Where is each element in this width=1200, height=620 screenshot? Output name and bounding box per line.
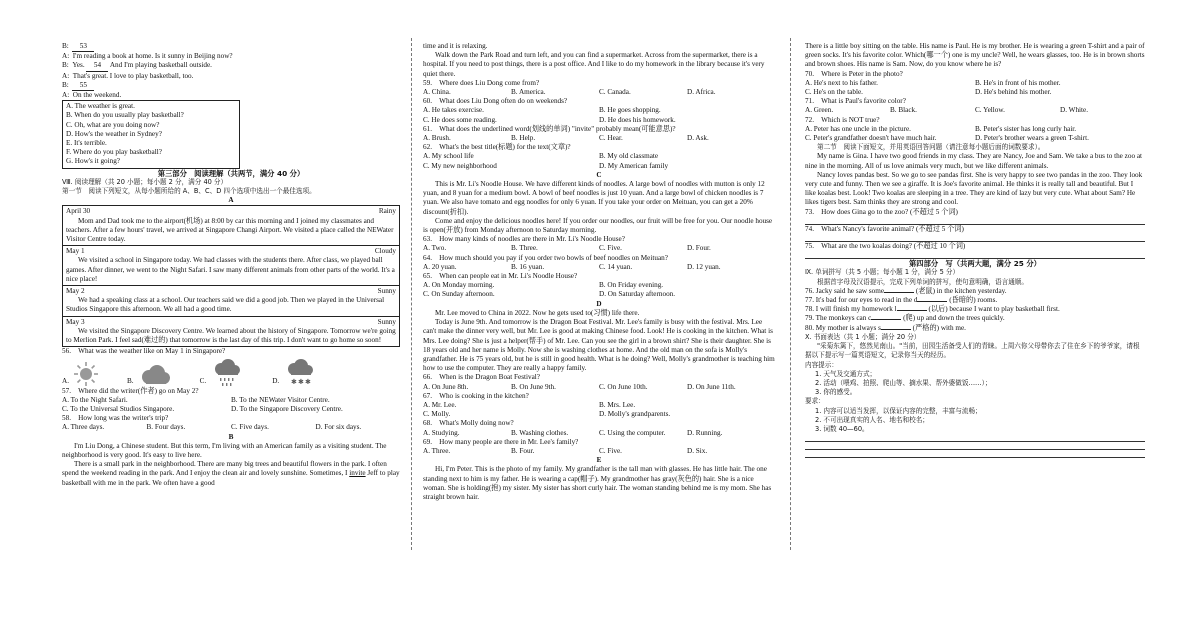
- snowy-icon: [283, 359, 317, 387]
- passage-b-para: Walk down the Park Road and turn left, and you can find a supermarket. Across from the supermarket, there is a hospital. If you need to post things, there is a post office. And I like to do my homework in the library because it's very quiet there.: [423, 51, 765, 78]
- passage-letter-e: E: [596, 456, 602, 465]
- question-74: 74. What's Nancy's favorite animal? (不超过 5 个词): [805, 224, 964, 233]
- column-left: [62, 42, 400, 620]
- dialog-line: A: On the weekend.: [62, 91, 122, 100]
- svg-text:✱: ✱: [298, 377, 305, 386]
- spelling-item: 77. It's bad for our eyes to read in the d (昏暗的) rooms.: [805, 296, 998, 305]
- passage-f-para: My name is Gina. I have two good friends in my class. They are Nancy, Joe and Sam. We take a bus to the zoo at nine in the morning. All of us love animals very much, but we like different animals.: [805, 152, 1143, 170]
- q57-options: A. To the Night Safari. B. To the NEWater Visitor Centre.: [62, 395, 330, 404]
- question-66: 66. When is the Dragon Boat Festival?: [423, 373, 540, 382]
- diary-weather: Cloudy: [374, 247, 396, 256]
- question-64: 64. How much should you pay if you order two bowls of beef noodles on Meituan?: [423, 253, 668, 262]
- diary-text: We visited a school in Singapore today. We had classes with the students there. After class, we played ball games. After dinner, we went to the Night Safari. I saw many different animals from other parts of the world. It's a nice place!: [66, 256, 395, 283]
- option: C. Oh, what are you doing now?: [66, 120, 160, 129]
- answer-line[interactable]: [805, 217, 1145, 225]
- q69-options: A. Three. B. Four. C. Five. D. Six.: [423, 446, 708, 455]
- passage-letter-c: C: [596, 170, 602, 179]
- part3-section1: 第一节 阅读下列短文，从每小题所给的 A、B、C、D 四个选项中选出一个最佳选项。: [62, 187, 316, 196]
- q65-options: C. On Sunday afternoon. D. On Saturday afternoon.: [423, 290, 676, 299]
- column-divider: [411, 38, 412, 550]
- diary-text: Mom and Dad took me to the airport(机场) at 8:00 by car this morning and I joined my classmates and teachers. After a few hours' travel, we arrived at Singapore Changi Airport. We visited a place called the NEWater Visitor Centre today.: [66, 216, 394, 244]
- ix-title: Ⅸ. 单词拼写（共 5 小题；每小题 1 分，满分 5 分）: [805, 268, 960, 277]
- question-59: 59. Where does Liu Dong come from?: [423, 78, 540, 87]
- cloudy-icon: [138, 363, 172, 387]
- sunny-icon: [73, 361, 99, 387]
- diary-text: We visited the Singapore Discovery Centre. We learned about the history of Singapore. Tomorrow we're going to Merlion Park. I feel sad(难过的) that tomorrow is the last day of this trip. I don't want to go home so soon!: [66, 326, 396, 345]
- question-73: 73. How does Gina go to the zoo? (不超过 5 个词): [805, 207, 958, 216]
- question-57: 57. Where did the writer(作者) go on May 2?: [62, 386, 199, 395]
- question-67: 67. Who is cooking in the kitchen?: [423, 391, 529, 400]
- weather-option-d: D. ✱ ✱ ✱: [272, 359, 317, 387]
- passage-f-para: Nancy loves pandas best. So we go to see pandas first. She is very happy to see two pandas in the zoo. They look very cute and funny. Then we see a giraffe. It is Joe's favorite animal. He thinks it is really tall and beautiful. But I like koalas best. Look! Two koalas are sleeping in a tree. They are kind of lazy but very cute. What about Sam? He likes tigers best. Sam thinks they are strong and cool.: [805, 170, 1143, 207]
- passage-c-para: This is Mr. Li's Noodle House. We have different kinds of noodles. A large bowl of noodles with mutton is only 12 yuan, and 8 yuan for a medium bowl. A bowl of beef noodles is just 10 yuan. And a large bowl of chicken noodles is 7 yuan. We also have tomato and egg noodles for only 6 yuan. If you take your order on Meituan, you can get a 20% discount(折扣).: [423, 180, 765, 216]
- diary-entry: [63, 245, 399, 285]
- q67-options: A. Mr. Lee. B. Mrs. Lee.: [423, 400, 636, 409]
- column-middle: [423, 42, 775, 620]
- weather-option-a: A.: [62, 361, 99, 387]
- q65-options: A. On Monday morning. B. On Friday evening.: [423, 281, 664, 290]
- x-req-title: 要求：: [805, 397, 825, 406]
- question-72: 72. Which is NOT true?: [805, 115, 880, 124]
- diary-date: May 2: [66, 287, 85, 296]
- blank-55: 55: [72, 81, 94, 91]
- writing-line[interactable]: [805, 450, 1145, 458]
- answer-line[interactable]: [805, 251, 1145, 259]
- q63-options: A. Two. B. Three. C. Five. D. Four.: [423, 244, 711, 253]
- diary-date: May 1: [66, 247, 85, 256]
- dialog-line: B: 55: [62, 81, 400, 91]
- column-divider: [790, 38, 791, 550]
- x-tip: 3. 你的感受。: [815, 388, 857, 397]
- spelling-item: 80. My mother is always s (严格的) with me.: [805, 323, 966, 332]
- question-60: 60. What does Liu Dong often do on weekends?: [423, 97, 568, 106]
- x-req: 2. 不可出现真实的人名、地名和校名；: [815, 415, 929, 424]
- spelling-item: 79. The monkeys can c (爬) up and down the trees quickly.: [805, 314, 1005, 323]
- ix-subtitle: 根据首字母及汉语提示，完成下列单词的拼写，使句意明确，语言通顺。: [817, 277, 1028, 286]
- passage-e-para: Hi, I'm Peter. This is the photo of my family. My grandfather is the tall man with glasses. He has little hair. The one standing next to him is my father. He is wearing a cap(帽子). My grandmother has gray(灰色的) hair. She is a nice woman. She is holding(抱) my sister. My sister has short curly hair. The woman standing behind me is my mom. She has straight brown hair.: [423, 465, 772, 501]
- diary-entry: [63, 206, 399, 245]
- weather-option-c: C.: [200, 359, 245, 387]
- q68-options: A. Studying. B. Washing clothes. C. Using the computer. D. Running.: [423, 428, 723, 437]
- dialog-line: A: That's great. I love to play basketball, too.: [62, 71, 194, 80]
- x-title: Ⅹ. 书面表达（共 1 小题；满分 20 分）: [805, 332, 921, 341]
- blank-53: 53: [72, 42, 94, 52]
- q60-options: A. He takes exercise. B. He goes shopping.: [423, 106, 661, 115]
- diary-entry: [63, 285, 399, 316]
- weather-options: [62, 357, 400, 387]
- spelling-blank[interactable]: [897, 310, 927, 311]
- q59-options: A. China. B. America. C. Canada. D. Africa.: [423, 88, 716, 97]
- passage-b-cont: time and it is relaxing.: [423, 42, 488, 50]
- passage-e-para: There is a little boy sitting on the table. His name is Paul. He is my brother. He is wearing a green T-shirt and a pair of green socks. It's his favorite color. Which(哪一个) one is my uncle? Well, he wears glasses, too. He is in brown shorts and brown shoes. His name is Sam. Now, do you know where he is?: [805, 42, 1145, 69]
- weather-option-b: B.: [127, 363, 172, 387]
- diary-date: April 30: [66, 207, 91, 216]
- diary-text: We had a speaking class at a school. Our teachers said we did a good job. Then we played in the Universal Studios Singapore this afternoon. We all had a good time.: [66, 296, 385, 314]
- diary-weather: Sunny: [377, 287, 396, 296]
- q62-options: C. My new neighborhood D. My American family: [423, 161, 669, 170]
- question-71: 71. What is Paul's favorite color?: [805, 97, 906, 106]
- q66-options: A. On June 8th. B. On June 9th. C. On June 10th. D. On June 11th.: [423, 382, 736, 391]
- x-req: 1. 内容可以适当发挥，以保证内容的完整，丰富与流畅；: [815, 406, 982, 415]
- diary-table: [62, 205, 400, 347]
- part3-subtitle: Ⅷ. 阅读理解（共 20 小题；每小题 2 分，满分 40 分）: [62, 177, 228, 186]
- q61-options: A. Brush. B. Help. C. Hear. D. Ask.: [423, 134, 709, 143]
- q62-options: A. My school life B. My old classmate: [423, 152, 659, 161]
- blank-54: 54: [86, 61, 108, 71]
- q64-options: A. 20 yuan. B. 16 yuan. C. 14 yuan. D. 12 yuan.: [423, 262, 721, 271]
- q67-options: C. Molly. D. Molly's grandparents.: [423, 410, 671, 419]
- spelling-item: 76. Jacky said he saw some (老鼠) in the kitchen yesterday.: [805, 286, 1007, 295]
- spelling-blank[interactable]: [881, 329, 911, 330]
- question-56: 56. What was the weather like on May 1 in Singapore?: [62, 347, 226, 356]
- q57-options: C. To the Universal Studios Singapore. D. To the Singapore Discovery Centre.: [62, 404, 343, 413]
- x-prompt: "采菊东篱下，悠然见南山。"当前，田园生活备受人们的青睐。上周六你父母带你去了住在乡下的爷爷家，请根据以下提示写一篇英语短文，记录你当天的经历。: [805, 342, 1140, 360]
- x-tip: 2. 活动（喂鸡、拍照、爬山等、摘水果、帮外婆做饭……）；: [815, 378, 992, 387]
- question-68: 68. What's Molly doing now?: [423, 419, 514, 428]
- section2-title: 第二节 阅读下面短文，并用英语回答问题（请注意每小题后面的词数要求）。: [817, 143, 1045, 152]
- diary-date: May 3: [66, 317, 85, 326]
- q72-options: C. Peter's grandfather doesn't have much hair. D. Peter's brother wears a green T-shirt.: [805, 134, 1089, 143]
- passage-d-para: Mr. Lee moved to China in 2022. Now he gets used to(习惯) life there.: [435, 308, 640, 317]
- q58-options: A. Three days. B. Four days. C. Five days. D. For six days.: [62, 423, 362, 432]
- q72-options: A. Peter has one uncle in the picture. B. Peter's sister has long curly hair.: [805, 124, 1077, 133]
- option: D. How's the weather in Sydney?: [66, 129, 162, 138]
- question-70: 70. Where is Peter in the photo?: [805, 69, 903, 78]
- q70-options: C. He's on the table. D. He's behind his mother.: [805, 88, 1052, 97]
- q60-options: C. He does some reading. D. He does his homework.: [423, 115, 676, 124]
- spelling-item: 78. I will finish my homework l (以后) because I want to play basketball first.: [805, 305, 1060, 314]
- dialog-line: A: I'm reading a book at home. Is it sunny in Beijing now?: [62, 52, 233, 61]
- diary-weather: Rainy: [378, 207, 396, 216]
- dialog-line: B: Yes. 54 And I'm playing basketball outside.: [62, 61, 400, 71]
- dialog-line: B: 53: [62, 42, 400, 52]
- diary-entry: [63, 316, 399, 347]
- x-req: 3. 词数 40—60。: [815, 424, 869, 433]
- question-65: 65. When can people eat in Mr. Li's Noodle House?: [423, 272, 578, 281]
- q71-options: A. Green. B. Black. C. Yellow. D. White.: [805, 106, 1089, 115]
- underlined-word: invite: [349, 469, 366, 478]
- svg-text:✱: ✱: [305, 377, 312, 386]
- dialog: [62, 42, 400, 100]
- passage-d-para: Today is June 9th. And tomorrow is the Dragon Boat Festival. Mr. Lee's family is busy with the festival. Mrs. Lee can't make the dinner very well, but Mr. Lee is good at making Chinese food. Look! He is cooking in the kitchen. What is Mrs. Lee doing? She is just a helper(帮手) of Mr. Lee. Can you see the girl in a brown shirt? She is their daughter. She is 18 years old and her name is Molly. Now she is washing clothes at home. And the old man on the sofa is Molly's grandfather. He is 75 years old, but he is still in good health. What is he doing? Well, Molly's grandmother is teaching him how to use the computer. They are really a happy family.: [423, 318, 775, 373]
- passage-c-para: Come and enjoy the delicious noodles here! If you order our noodles, our fruit will be free for you. Our noodle house is open(开放) from Monday afternoon to Saturday morning.: [423, 216, 773, 235]
- passage-letter-a: A: [228, 196, 234, 205]
- spelling-blank[interactable]: [917, 301, 947, 302]
- question-62: 62. What's the best title(标题) for the text(文章)?: [423, 143, 571, 152]
- answer-line[interactable]: [805, 234, 1145, 242]
- option: A. The weather is great.: [66, 102, 135, 111]
- passage-letter-d: D: [596, 299, 602, 308]
- passage-b-para: I'm Liu Dong, a Chinese student. But this term, I'm living with an American family as a visiting student. The neighborhood is very good. It's easy to live here.: [62, 441, 387, 459]
- writing-line[interactable]: [805, 434, 1145, 442]
- part3-title: 第三部分 阅读理解（共两节，满分 40 分）: [157, 168, 305, 178]
- question-63: 63. How many kinds of noodles are there in Mr. Li's Noodle House?: [423, 235, 625, 244]
- option: B. When do you usually play basketball?: [66, 111, 184, 120]
- question-58: 58. How long was the writer's trip?: [62, 414, 169, 423]
- x-tips-title: 内容提示：: [805, 360, 838, 369]
- question-75: 75. What are the two koalas doing? (不超过 10 个词): [805, 242, 966, 251]
- x-tip: 1. 天气及交通方式；: [815, 369, 877, 378]
- passage-b-para: There is a small park in the neighborhood. There are many big trees and beautiful flowers in the park. I often spend the weekend reading in the park. And I enjoy the clean air and lovely sunshine. Sometimes, I invite Jeff to play basketball with me in the park. We often have a good: [62, 460, 400, 487]
- passage-letter-b: B: [228, 432, 234, 441]
- spelling-blank[interactable]: [871, 319, 901, 320]
- question-69: 69. How many people are there in Mr. Lee's family?: [423, 437, 579, 446]
- rainy-icon: [210, 359, 244, 387]
- column-right: [805, 42, 1145, 620]
- svg-text:✱: ✱: [291, 377, 298, 386]
- writing-line[interactable]: [805, 442, 1145, 450]
- option: F. Where do you play basketball?: [66, 148, 162, 157]
- q70-options: A. He's next to his father. B. He's in front of his mother.: [805, 78, 1061, 87]
- part4-title: 第四部分 写（共两大题，满分 25 分）: [909, 259, 1041, 269]
- question-61: 61. What does the underlined word(划线的单词) "invite" probably mean(可能意思)?: [423, 124, 676, 133]
- spelling-blank[interactable]: [884, 292, 914, 293]
- option: G. How's it going?: [66, 157, 121, 166]
- options-box: [62, 100, 240, 168]
- option: E. It's terrible.: [66, 139, 107, 148]
- diary-weather: Sunny: [377, 317, 396, 326]
